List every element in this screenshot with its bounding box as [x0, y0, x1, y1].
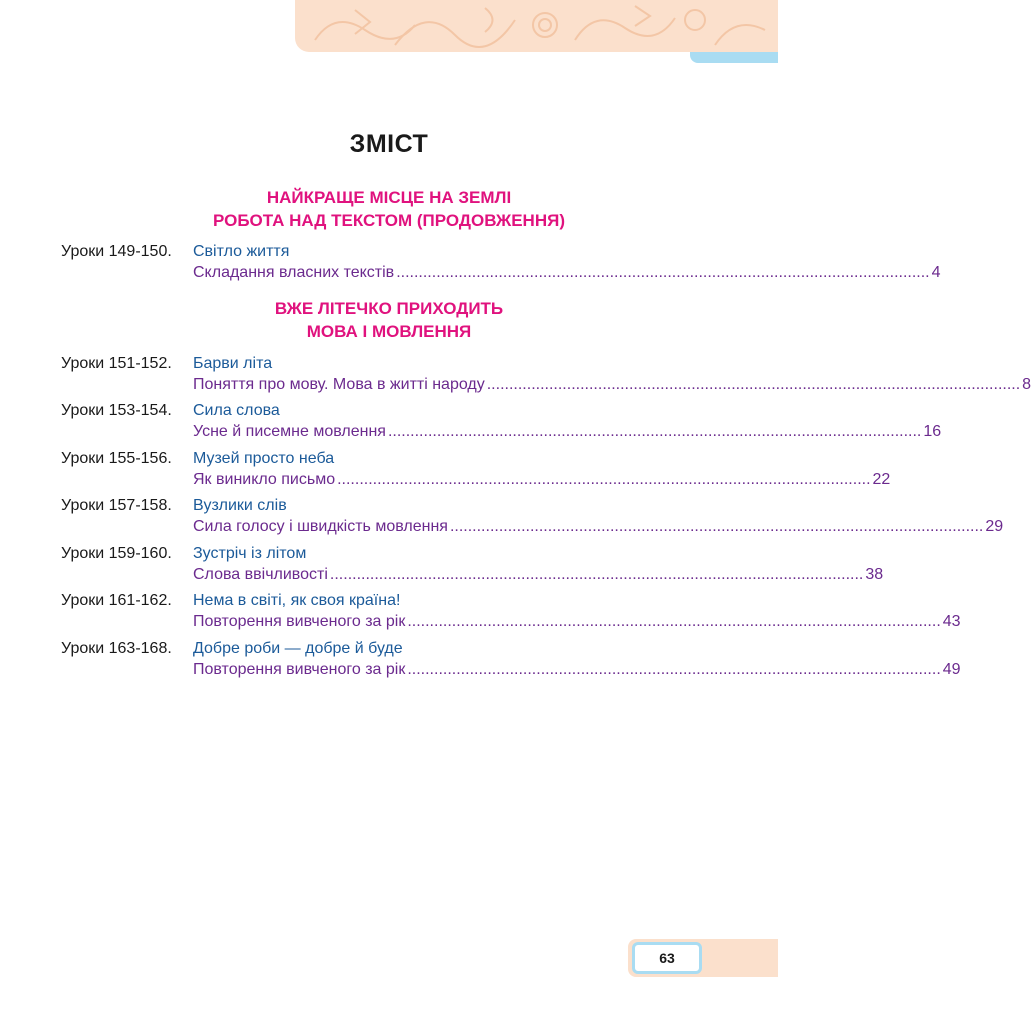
section-heading — [0, 297, 778, 343]
lesson-topic: Як виникло письмо — [193, 471, 336, 488]
dot-leader: ........................................................................................................................ — [337, 471, 871, 488]
lesson-topic: Сила голосу і швидкість мовлення — [193, 518, 448, 535]
lesson-topic: Повторення вивченого за рік — [193, 661, 406, 678]
lesson-topic: Поняття про мову. Мова в житті народу — [193, 376, 485, 393]
page-number: 16 — [923, 423, 942, 440]
toc-entry[interactable] — [61, 400, 942, 442]
decorative-ornament-banner — [295, 0, 778, 52]
lesson-topic: Повторення вивченого за рік — [193, 613, 406, 630]
lesson-title[interactable]: Добре роби — добре й буде — [193, 640, 403, 657]
page-number: 4 — [931, 264, 941, 281]
page-number: 43 — [942, 613, 961, 630]
dot-leader: ........................................................................................................................ — [449, 518, 984, 535]
lesson-title[interactable]: Барви літа — [193, 355, 273, 372]
lesson-number: Уроки 157-158. — [61, 497, 172, 514]
toc-entry[interactable] — [61, 241, 941, 283]
section-heading-line: НАЙКРАЩЕ МІСЦЕ НА ЗЕМЛІ — [266, 188, 512, 207]
lesson-number: Уроки 151-152. — [61, 355, 172, 372]
lesson-title[interactable]: Зустріч із літом — [193, 545, 307, 562]
lesson-number: Уроки 149-150. — [61, 243, 172, 260]
toc-entry[interactable] — [61, 448, 891, 490]
dot-leader: ........................................................................................................................ — [329, 566, 864, 583]
lesson-title[interactable]: Світло життя — [193, 243, 290, 260]
lesson-title[interactable]: Нема в світі, як своя країна! — [193, 592, 401, 609]
lesson-topic: Слова ввічливості — [193, 566, 328, 583]
ornament-pattern-icon — [295, 0, 778, 52]
lesson-number: Уроки 161-162. — [61, 592, 172, 609]
toc-entry[interactable] — [61, 495, 1004, 537]
lesson-number: Уроки 159-160. — [61, 545, 172, 562]
lesson-number: Уроки 153-154. — [61, 402, 172, 419]
page-number: 38 — [865, 566, 884, 583]
page-number-badge: 63 — [632, 942, 702, 974]
page-title: ЗМІСТ — [349, 130, 429, 158]
dot-leader: ........................................................................................................................ — [407, 613, 941, 630]
lesson-number: Уроки 163-168. — [61, 640, 172, 657]
lesson-topic: Складання власних текстів — [193, 264, 395, 281]
toc-entry[interactable] — [61, 353, 1031, 395]
page-number: 22 — [872, 471, 891, 488]
lesson-topic: Усне й писемне мовлення — [193, 423, 386, 440]
page-number: 49 — [942, 661, 961, 678]
section-heading-line: ВЖЕ ЛІТЕЧКО ПРИХОДИТЬ — [274, 299, 504, 318]
section-heading-line: МОВА І МОВЛЕННЯ — [306, 322, 472, 341]
dot-leader: ........................................................................................................................ — [407, 661, 941, 678]
section-heading-line: РОБОТА НАД ТЕКСТОМ (ПРОДОВЖЕННЯ) — [212, 211, 565, 230]
toc-entry[interactable] — [61, 543, 884, 585]
lesson-number: Уроки 155-156. — [61, 450, 172, 467]
toc-entry[interactable] — [61, 638, 961, 680]
section-heading — [0, 186, 778, 232]
top-accent-stripe — [690, 52, 778, 63]
lesson-title[interactable]: Музей просто неба — [193, 450, 335, 467]
dot-leader: ........................................................................................................................ — [486, 376, 1021, 393]
page-number: 29 — [985, 518, 1004, 535]
lesson-title[interactable]: Вузлики слів — [193, 497, 287, 514]
page-number: 8 — [1022, 376, 1031, 393]
lesson-title[interactable]: Сила слова — [193, 402, 280, 419]
toc-entry[interactable] — [61, 590, 961, 632]
dot-leader: ........................................................................................................................ — [396, 264, 930, 281]
dot-leader: ........................................................................................................................ — [387, 423, 922, 440]
